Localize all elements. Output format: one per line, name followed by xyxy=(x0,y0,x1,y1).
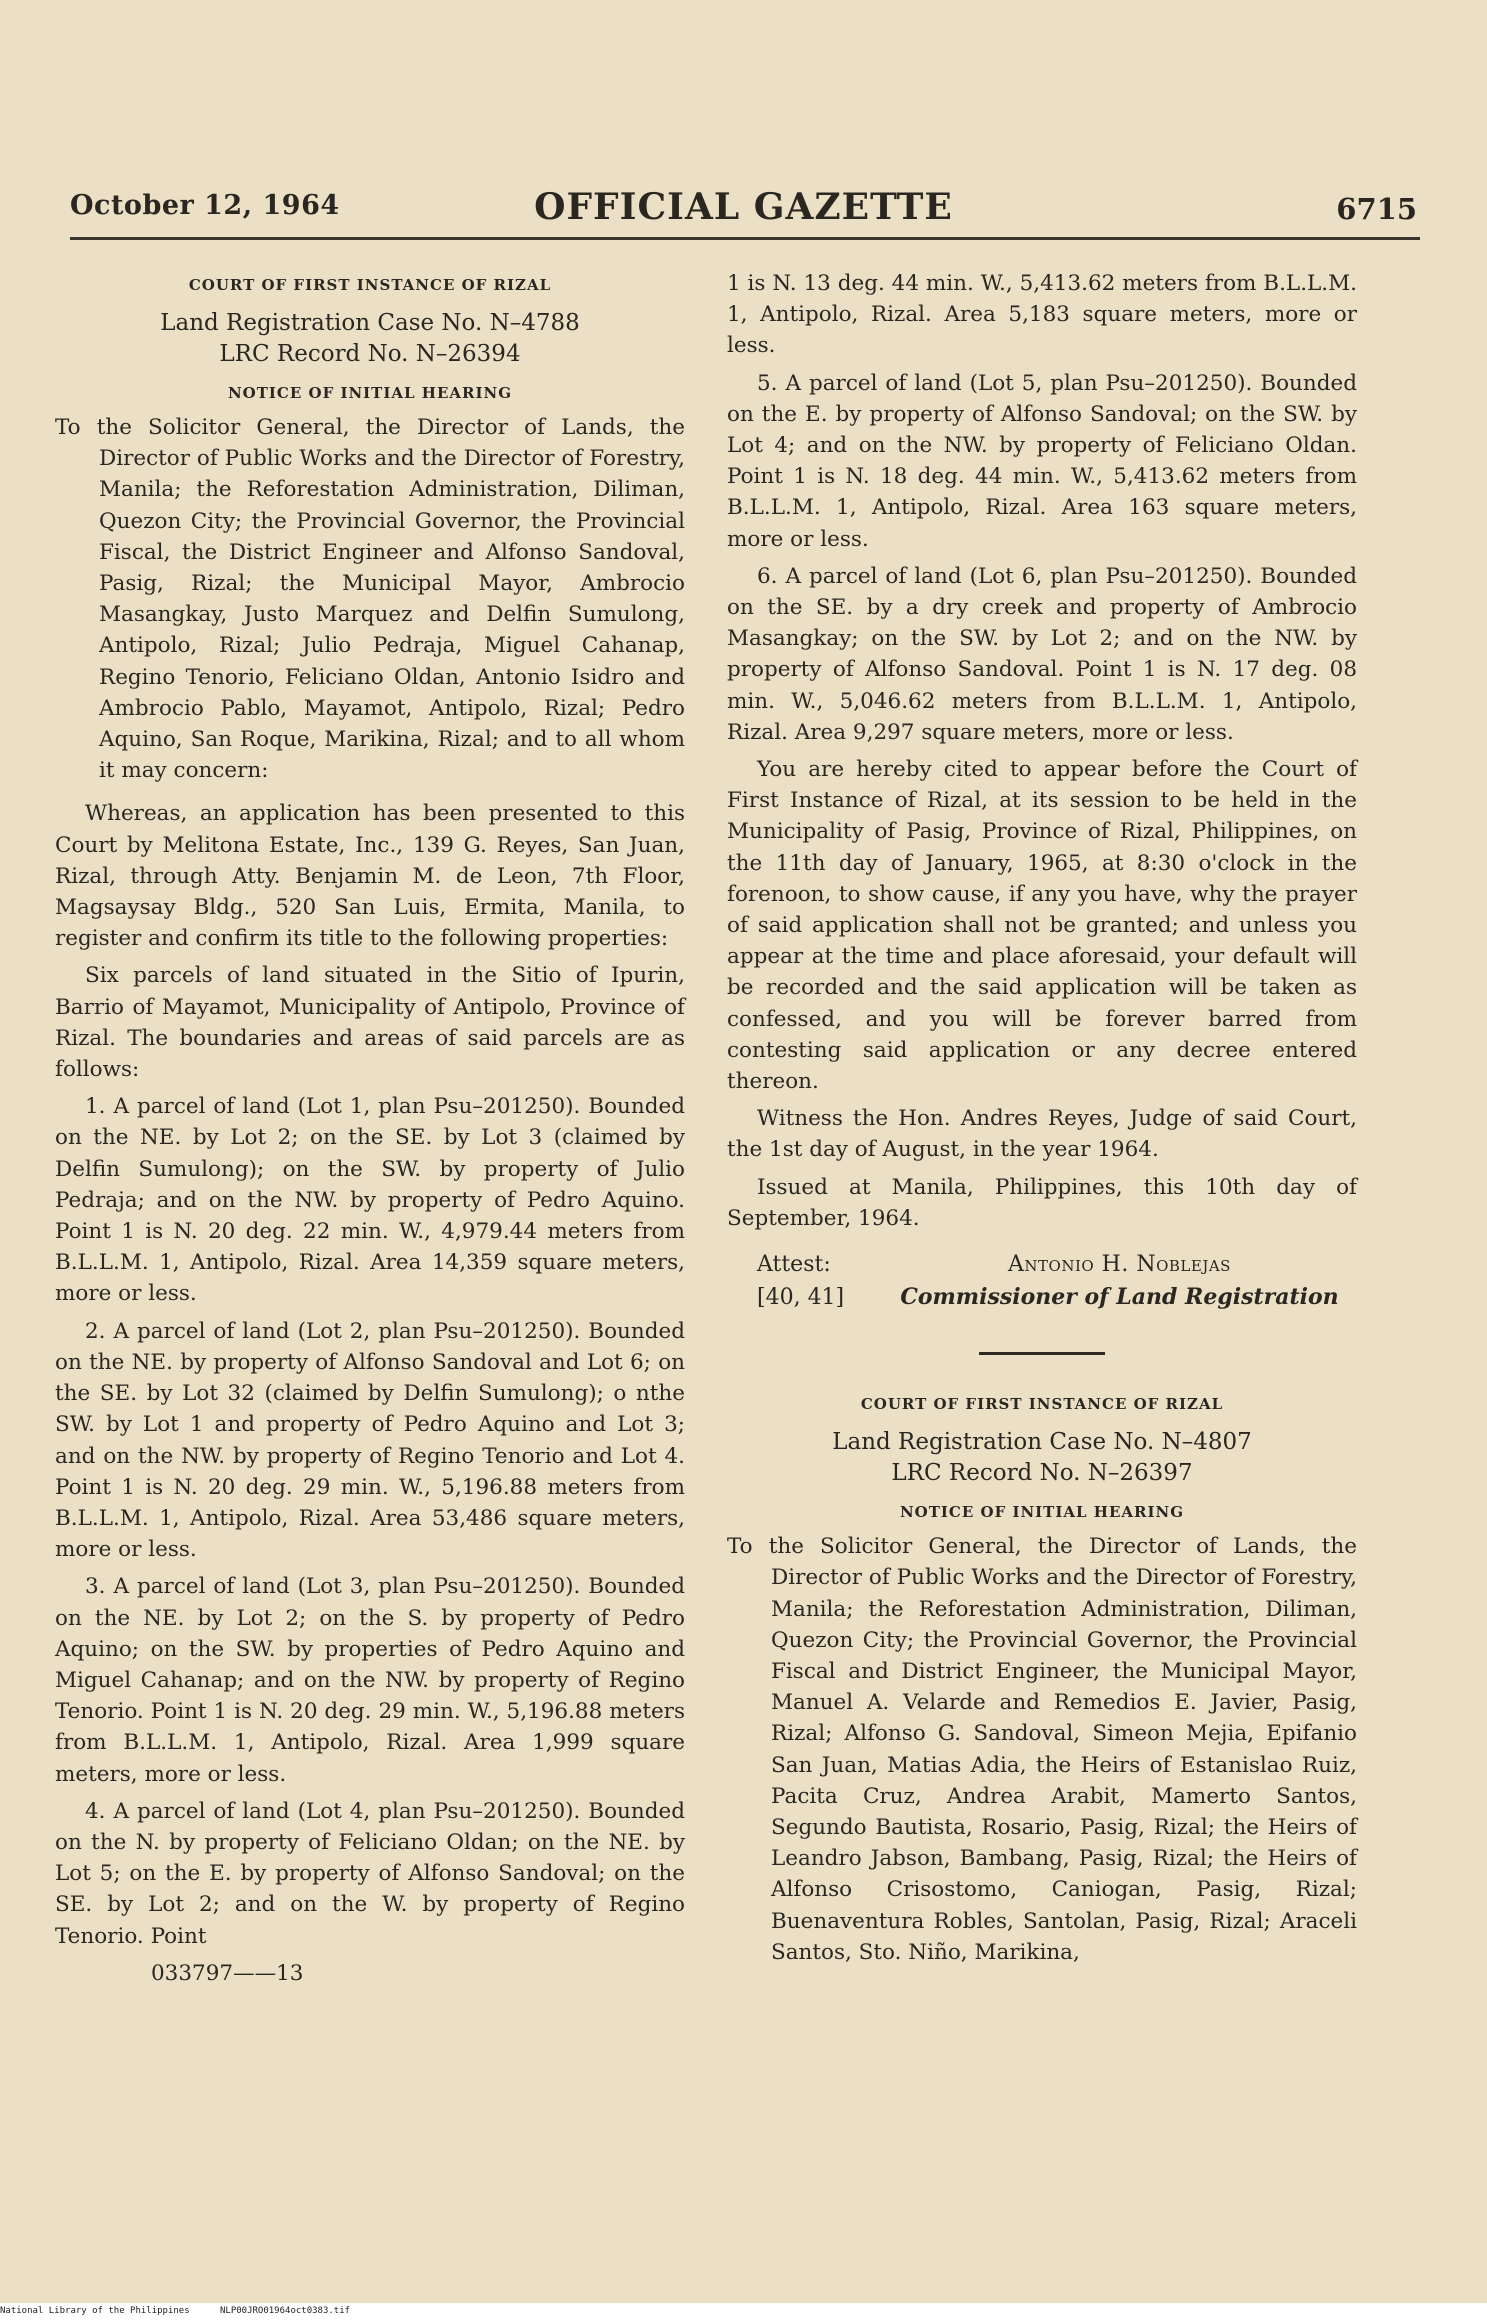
parcel-2-paragraph: 2. A parcel of land (Lot 2, plan Psu–201250). Bounded on the NE. by property of Alfonso Sandoval and Lot 6; on the SE. by Lot 32 (claimed by Delfin Sumulong); o nthe SW. by Lot 1 and property of Pedro Aquino and Lot 3; and on the NW. by property of Regino Tenorio and Lot 4. Point 1 is N. 20 deg. 29 min. W., 5,196.88 meters from B.L.L.M. 1, Antipolo, Rizal. Area 53,486 square meters, more or less. xyxy=(55,1318,685,1563)
parcels-intro-paragraph: Six parcels of land situated in the Sitio of Ipurin, Barrio of Mayamot, Municipality of Antipolo, Province of Rizal. The boundaries and areas of said parcels are as follows: xyxy=(55,963,685,1083)
parcel-4-paragraph: 4. A parcel of land (Lot 4, plan Psu–201250). Bounded on the N. by property of Feliciano Oldan; on the NE. by Lot 5; on the E. by property of Alfonso Sandoval; on the SE. by Lot 2; and on the W. by property of Regino Tenorio. Point xyxy=(55,1798,685,1949)
header-rule xyxy=(70,237,1420,240)
header-title: OFFICIAL GAZETTE xyxy=(534,186,953,228)
notice-heading: NOTICE OF INITIAL HEARING xyxy=(227,384,513,402)
parcel-6-paragraph: 6. A parcel of land (Lot 6, plan Psu–201250). Bounded on the SE. by a dry creek and property of Ambrocio Masangkay; on the SW. by Lot 2; and on the NW. by property of Alfonso Sandoval. Point 1 is N. 17 deg. 08 min. W., 5,046.62 meters from B.L.L.M. 1, Antipolo, Rizal. Area 9,297 square meters, more or less. xyxy=(727,563,1357,745)
scan-footer xyxy=(0,2303,1487,2321)
whereas-paragraph: Whereas, an application has been presented to this Court by Melitona Estate, Inc., 139 G. Reyes, San Juan, Rizal, through Atty. Benjamin M. de Leon, 7th Floor, Magsaysay Bldg., 520 San Luis, Ermita, Manila, to register and confirm its title to the following properties: xyxy=(55,801,685,952)
lrc-record: LRC Record No. N–26394 xyxy=(219,341,521,367)
addressees-paragraph: To the Solicitor General, the Director of Lands, the Director of Public Works and the Director of Forestry, Manila; the Reforestation Administration, Diliman, Quezon City; the Provincial Governor, the Provincial Fiscal, the District Engineer and Alfonso Sandoval, Pasig, Rizal; the Municipal Mayor, Ambrocio Masangkay, Justo Marquez and Delfin Sumulong, Antipolo, Rizal; Julio Pedraja, Miguel Cahanap, Regino Tenorio, Feliciano Oldan, Antonio Isidro and Ambrocio Pablo, Mayamot, Antipolo, Rizal; Pedro Aquino, San Roque, Marikina, Rizal; and to all whom it may concern: xyxy=(55,415,685,784)
print-code: 033797——13 xyxy=(151,1960,304,1986)
court-heading-2: COURT OF FIRST INSTANCE OF RIZAL xyxy=(860,1395,1224,1414)
parcel-4-continued: 1 is N. 13 deg. 44 min. W., 5,413.62 meters from B.L.L.M. 1, Antipolo, Rizal. Area 5,183 square meters, more or less. xyxy=(727,271,1357,359)
issued-paragraph: Issued at Manila, Philippines, this 10th day of September, 1964. xyxy=(727,1174,1357,1231)
case-number-2: Land Registration Case No. N–4807 xyxy=(832,1429,1252,1456)
notice-separator xyxy=(979,1352,1105,1355)
scan-library: National Library of the Philippines xyxy=(0,2306,190,2316)
court-heading: COURT OF FIRST INSTANCE OF RIZAL xyxy=(188,276,552,294)
header-date: October 12, 1964 xyxy=(70,190,340,221)
attest-label: Attest: xyxy=(757,1252,831,1278)
witness-paragraph: Witness the Hon. Andres Reyes, Judge of said Court, the 1st day of August, in the year 1964. xyxy=(727,1106,1357,1163)
parcel-5-paragraph: 5. A parcel of land (Lot 5, plan Psu–201250). Bounded on the E. by property of Alfonso Sandoval; on the SW. by Lot 4; and on the NW. by property of Feliciano Oldan. Point 1 is N. 18 deg. 44 min. W., 5,413.62 meters from B.L.L.M. 1, Antipolo, Rizal. Area 163 square meters, more or less. xyxy=(727,370,1357,552)
attestation-block xyxy=(727,1248,1357,1314)
signer-name: Antonio H. Noblejas xyxy=(1008,1252,1231,1278)
right-column xyxy=(727,268,1357,1980)
scan-filename: NLP00JRO01964oct0383.tif xyxy=(220,2306,351,2316)
page-header xyxy=(70,186,1417,230)
addressees-paragraph-2: To the Solicitor General, the Director of Lands, the Director of Public Works and the Director of Forestry, Manila; the Reforestation Administration, Diliman, Quezon City; the Provincial Governor, the Provincial Fiscal and District Engineer, the Municipal Mayor, Manuel A. Velarde and Remedios E. Javier, Pasig, Rizal; Alfonso G. Sandoval, Simeon Mejia, Epifanio San Juan, Matias Adia, the Heirs of Estanislao Ruiz, Pacita Cruz, Andrea Arabit, Mamerto Santos, Segundo Bautista, Rosario, Pasig, Rizal; the Heirs of Leandro Jabson, Bambang, Pasig, Rizal; the Heirs of Alfonso Crisostomo, Caniogan, Pasig, Rizal; Buenaventura Robles, Santolan, Pasig, Rizal; Araceli Santos, Sto. Niño, Marikina, xyxy=(727,1534,1357,1965)
citation-paragraph: You are hereby cited to appear before the Court of First Instance of Rizal, at its session to be held in the Municipality of Pasig, Province of Rizal, Philippines, on the 11th day of January, 1965, at 8:30 o'clock in the forenoon, to show cause, if any you have, why the prayer of said application shall not be granted; and unless you appear at the time and place aforesaid, your default will be recorded and the said application will be taken as confessed, and you will be forever barred from contesting said application or any decree entered thereon. xyxy=(727,757,1357,1095)
notice-heading-2: NOTICE OF INITIAL HEARING xyxy=(899,1503,1185,1522)
attest-reference: [40, 41] xyxy=(757,1285,845,1311)
page-number: 6715 xyxy=(1336,192,1417,226)
case-number: Land Registration Case No. N–4788 xyxy=(160,310,580,336)
lrc-record-2: LRC Record No. N–26397 xyxy=(891,1460,1193,1487)
signer-title: Commissioner of Land Registration xyxy=(900,1284,1339,1311)
parcel-1-paragraph: 1. A parcel of land (Lot 1, plan Psu–201250). Bounded on the NE. by Lot 2; on the SE. by Lot 3 (claimed by Delfin Sumulong); on the SW. by property of Julio Pedraja; and on the NW. by property of Pedro Aquino. Point 1 is N. 20 deg. 22 min. W., 4,979.44 meters from B.L.L.M. 1, Antipolo, Rizal. Area 14,359 square meters, more or less. xyxy=(55,1094,685,1307)
left-column xyxy=(55,268,685,1989)
parcel-3-paragraph: 3. A parcel of land (Lot 3, plan Psu–201250). Bounded on the NE. by Lot 2; on the S. by property of Pedro Aquino; on the SW. by properties of Pedro Aquino and Miguel Cahanap; and on the NW. by property of Regino Tenorio. Point 1 is N. 20 deg. 29 min. W., 5,196.88 meters from B.L.L.M. 1, Antipolo, Rizal. Area 1,999 square meters, more or less. xyxy=(55,1574,685,1787)
